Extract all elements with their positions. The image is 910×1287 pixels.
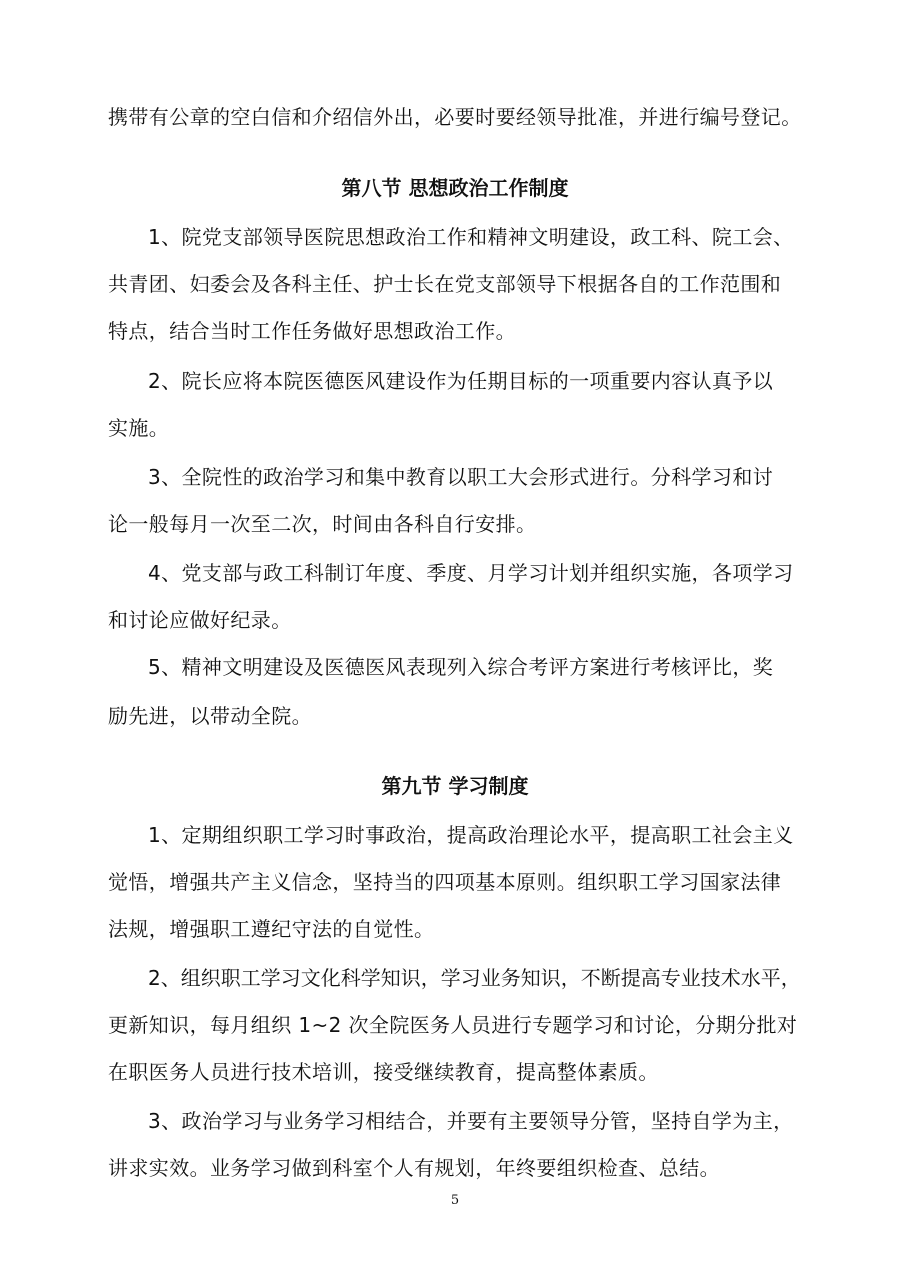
section-9-para-2-line-2: 更新知识，每月组织 1~2 次全院医务人员进行专题学习和讨论，分期分批对	[108, 1013, 798, 1037]
section-8-para-4-line-1: 4、党支部与政工科制订年度、季度、月学习计划并组织实施，各项学习	[148, 561, 794, 585]
section-8-para-1-line-3: 特点，结合当时工作任务做好思想政治工作。	[108, 319, 516, 343]
section-8-para-4-line-2: 和讨论应做好纪录。	[108, 608, 292, 632]
section-8-para-5-line-2: 励先进，以带动全院。	[108, 704, 312, 728]
section-9-para-1-line-3: 法规，增强职工遵纪守法的自觉性。	[108, 917, 435, 941]
continued-text-line: 携带有公章的空白信和介绍信外出，必要时要经领导批准，并进行编号登记。	[108, 105, 802, 129]
section-8-para-1-line-1: 1、院党支部领导医院思想政治工作和精神文明建设，政工科、院工会、	[148, 225, 794, 249]
section-9-para-2-line-3: 在职医务人员进行技术培训，接受继续教育，提高整体素质。	[108, 1060, 659, 1084]
section-8-para-2-line-1: 2、院长应将本院医德医风建设作为任期目标的一项重要内容认真予以	[148, 369, 774, 393]
section-9-heading: 第九节 学习制度	[381, 774, 529, 798]
section-8-para-2-line-2: 实施。	[108, 416, 170, 440]
section-9-para-2-line-1: 2、组织职工学习文化科学知识，学习业务知识，不断提高专业技术水平，	[148, 966, 801, 990]
section-8-para-3-line-1: 3、全院性的政治学习和集中教育以职工大会形式进行。分科学习和讨	[148, 465, 774, 489]
section-8-para-1-line-2: 共青团、妇委会及各科主任、护士长在党支部领导下根据各自的工作范围和	[108, 272, 782, 296]
section-9-para-1-line-2: 觉悟，增强共产主义信念，坚持当的四项基本原则。组织职工学习国家法律	[108, 870, 782, 894]
page-number: 5	[450, 1193, 460, 1208]
section-9-para-1-line-1: 1、定期组织职工学习时事政治，提高政治理论水平，提高职工社会主义	[148, 823, 794, 847]
section-8-para-5-line-1: 5、精神文明建设及医德医风表现列入综合考评方案进行考核评比，奖	[148, 655, 774, 679]
section-9-para-3-line-2: 讲求实效。业务学习做到科室个人有规划，年终要组织检查、总结。	[108, 1156, 720, 1180]
section-9-para-3-line-1: 3、政治学习与业务学习相结合，并要有主要领导分管，坚持自学为主，	[148, 1109, 794, 1133]
section-8-para-3-line-2: 论一般每月一次至二次，时间由各科自行安排。	[108, 512, 537, 536]
section-8-heading: 第八节 思想政治工作制度	[341, 176, 569, 200]
